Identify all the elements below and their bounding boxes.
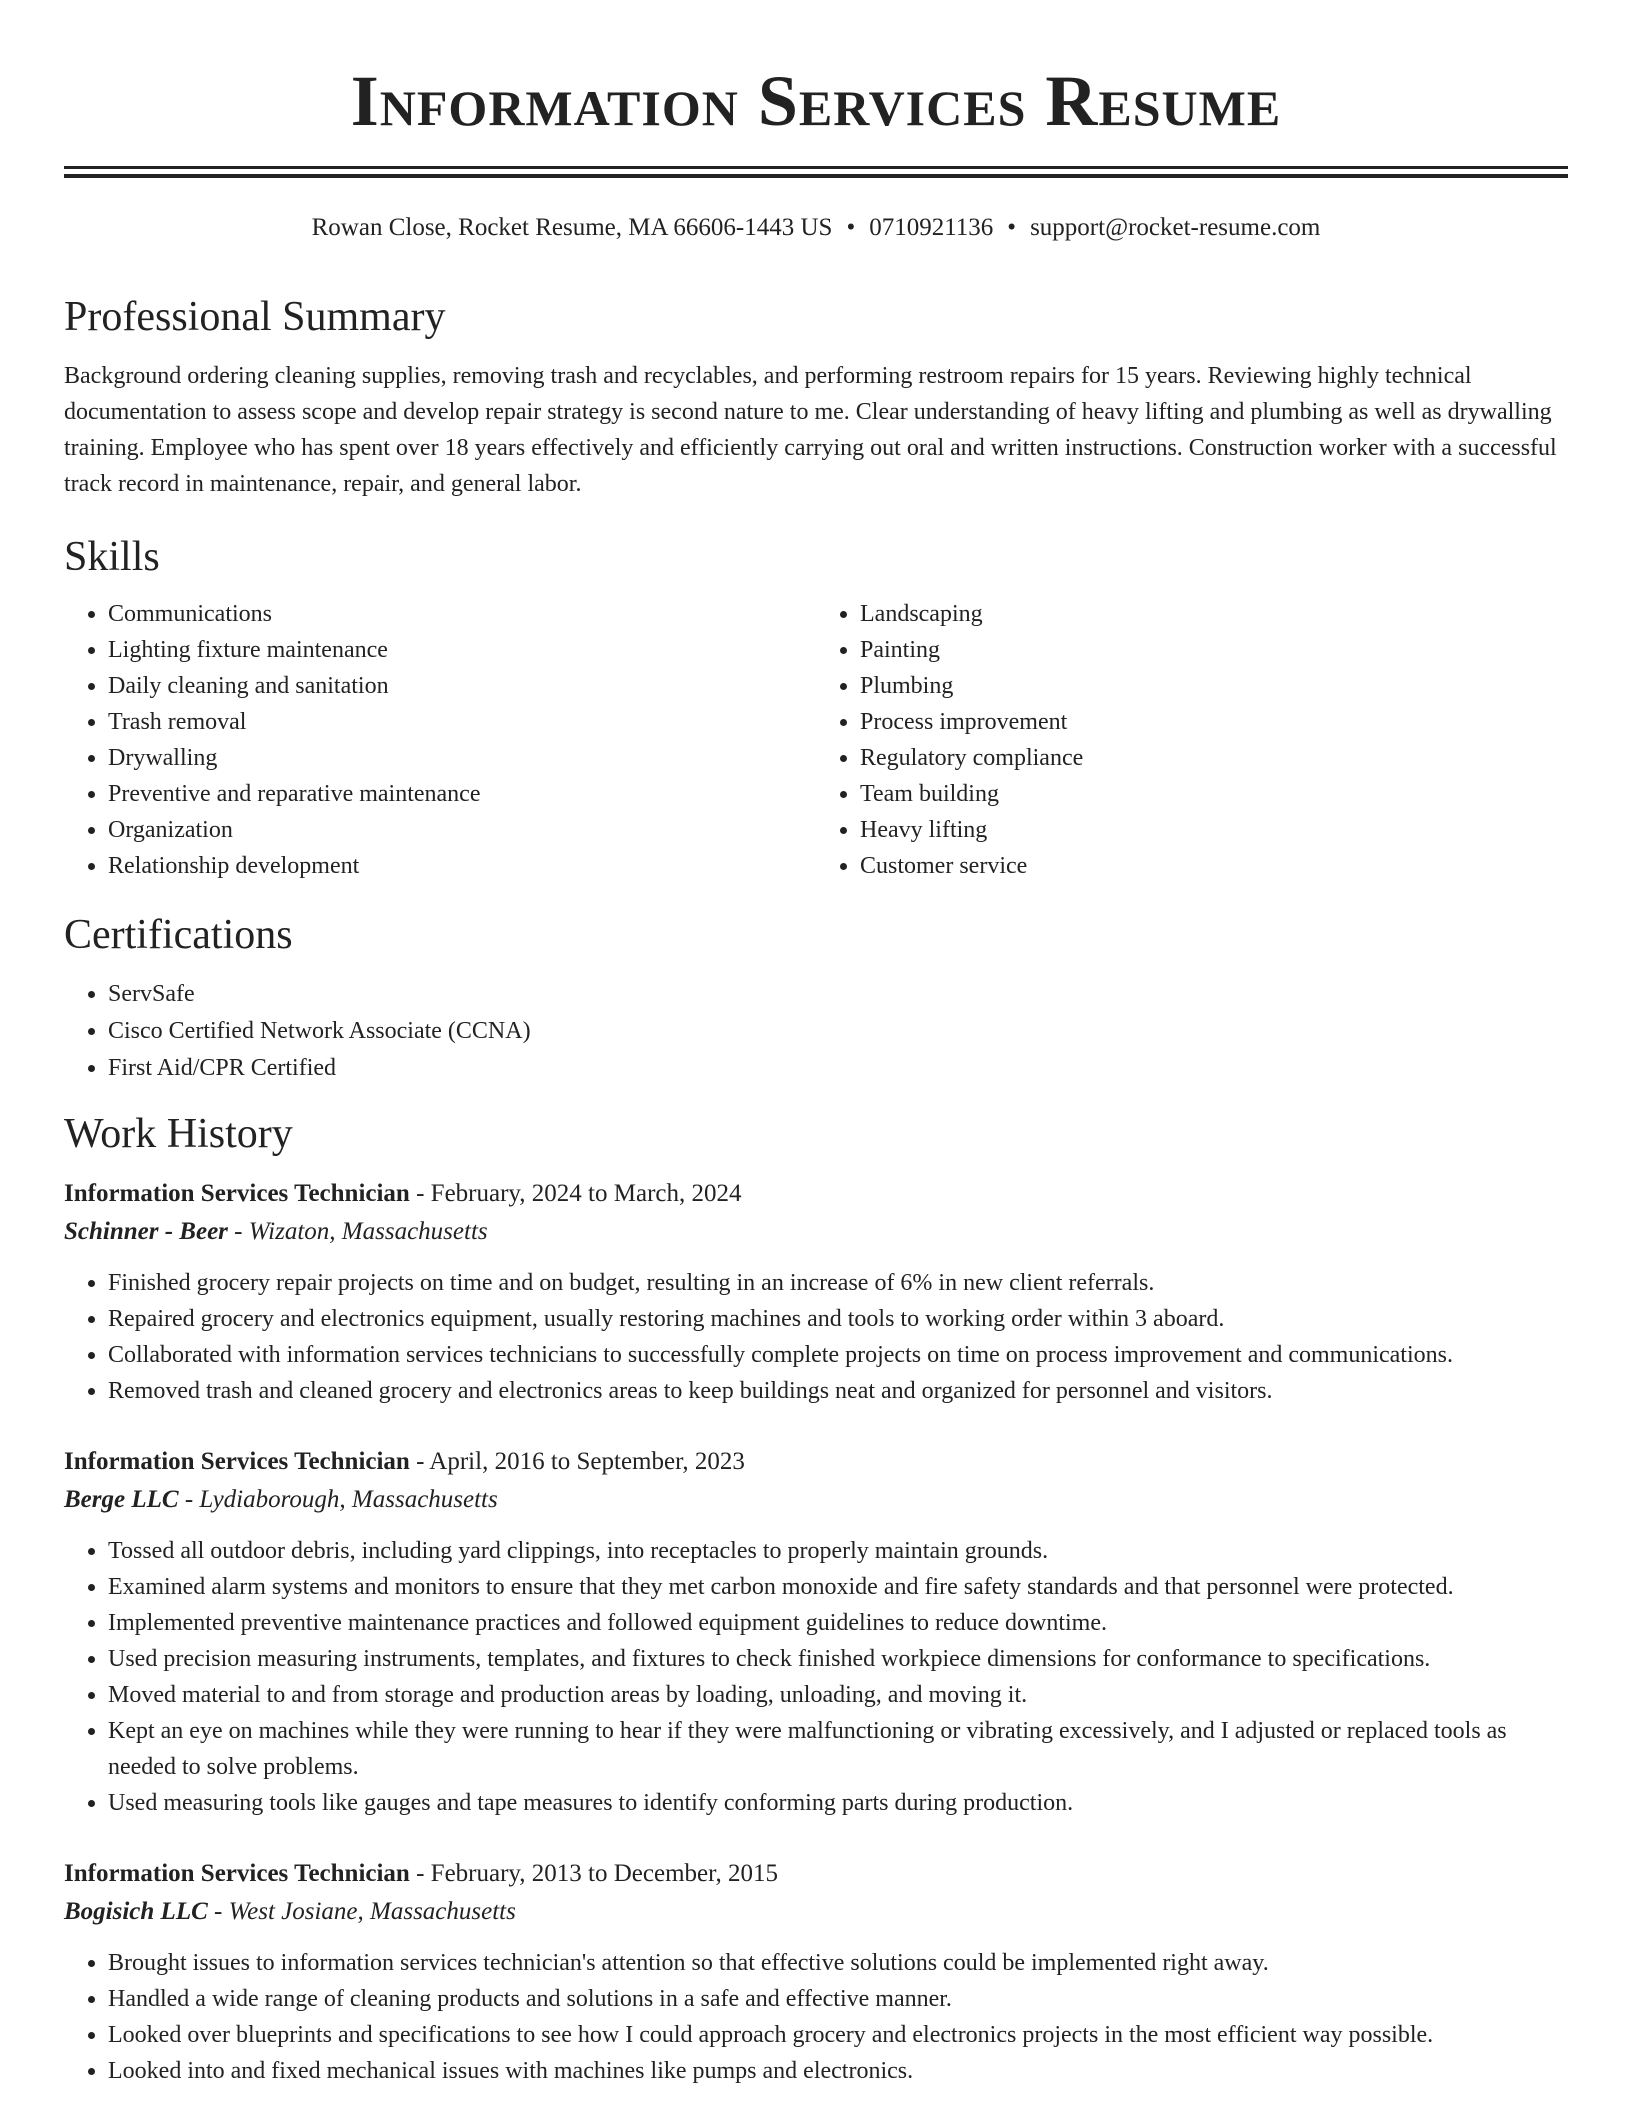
company-name: Bogisich LLC (64, 1898, 208, 1925)
job-bullets (64, 1533, 1568, 1821)
resume-page (64, 0, 1568, 2089)
skill-item: • Preventive and reparative maintenance (108, 776, 816, 812)
contact-phone: 0710921136 (869, 214, 994, 241)
certification-item: • ServSafe (108, 976, 1568, 1013)
skill-item: • Relationship development (108, 848, 816, 884)
skill-item: • Process improvement (860, 704, 1568, 740)
job-dates: February, 2024 to March, 2024 (430, 1180, 742, 1207)
job-bullet: • Moved material to and from storage and production areas by loading, unloading, and moving it. (108, 1677, 1568, 1713)
contact-separator: • (1007, 214, 1017, 241)
job-bullet: • Removed trash and cleaned grocery and electronics areas to keep buildings neat and organized for personnel and visitors. (108, 1373, 1568, 1409)
job-bullet: • Looked into and fixed mechanical issues with machines like pumps and electronics. (108, 2053, 1568, 2089)
job-bullet: • Looked over blueprints and specifications to see how I could approach grocery and electronics projects in the most efficient way possible. (108, 2017, 1568, 2053)
job-bullet: • Finished grocery repair projects on time and on budget, resulting in an increase of 6% in new client referrals. (108, 1265, 1568, 1301)
job-title-line: Information Services Technician - February, 2024 to March, 2024 (64, 1180, 742, 1207)
summary-heading: Professional Summary (64, 294, 446, 340)
job-title-line: Information Services Technician - February, 2013 to December, 2015 (64, 1860, 778, 1887)
skill-item: • Communications (108, 596, 816, 632)
certification-item: • First Aid/CPR Certified (108, 1050, 1568, 1087)
company-name: Schinner - Beer (64, 1218, 228, 1245)
job-dates: April, 2016 to September, 2023 (429, 1448, 745, 1475)
job-bullet: • Implemented preventive maintenance practices and followed equipment guidelines to reduce downtime. (108, 1605, 1568, 1641)
work-history-heading: Work History (64, 1111, 293, 1157)
skill-item: • Team building (860, 776, 1568, 812)
skills-list-right (816, 596, 1568, 884)
job-bullet: • Tossed all outdoor debris, including yard clippings, into receptacles to properly maintain grounds. (108, 1533, 1568, 1569)
job-bullet: • Collaborated with information services technicians to successfully complete projects on time on process improvement and communications. (108, 1337, 1568, 1373)
skill-item: • Landscaping (860, 596, 1568, 632)
company-name: Berge LLC (64, 1486, 179, 1513)
job-title-line: Information Services Technician - April, 2016 to September, 2023 (64, 1448, 745, 1475)
certifications-heading: Certifications (64, 912, 293, 958)
company-location: West Josiane, Massachusetts (228, 1898, 516, 1925)
skill-item: • Lighting fixture maintenance (108, 632, 816, 668)
job-title: Information Services Technician (64, 1180, 410, 1207)
skill-item: • Plumbing (860, 668, 1568, 704)
job-title: Information Services Technician (64, 1448, 410, 1475)
skill-item: • Drywalling (108, 740, 816, 776)
summary-text: Background ordering cleaning supplies, removing trash and recyclables, and performing restroom repairs for 15 years. Reviewing highly technical documentation to assess scope and develop repair strategy is second nature to me. Clear understanding of heavy lifting and plumbing as well as drywalling training. Employee who has spent over 18 years effectively and efficiently carrying out oral and written instructions. Construction worker with a successful track record in maintenance, repair, and general labor. (64, 363, 1557, 497)
job-entry (64, 1175, 1568, 1409)
skill-item: • Painting (860, 632, 1568, 668)
job-entry (64, 1855, 1568, 2089)
company-line: Schinner - Beer - Wizaton, Massachusetts (64, 1218, 488, 1245)
skill-item: • Organization (108, 812, 816, 848)
job-bullet: • Examined alarm systems and monitors to ensure that they met carbon monoxide and fire safety standards and that personnel were protected. (108, 1569, 1568, 1605)
skill-item: • Customer service (860, 848, 1568, 884)
company-line: Bogisich LLC - West Josiane, Massachusetts (64, 1898, 516, 1925)
skill-item: • Regulatory compliance (860, 740, 1568, 776)
job-dates: February, 2013 to December, 2015 (430, 1860, 778, 1887)
skill-item: • Heavy lifting (860, 812, 1568, 848)
title-divider-bottom (64, 174, 1568, 178)
contact-line (64, 212, 1568, 244)
skills-columns (64, 596, 1568, 884)
job-bullet: • Handled a wide range of cleaning products and solutions in a safe and effective manner. (108, 1981, 1568, 2017)
job-bullet: • Kept an eye on machines while they were running to hear if they were malfunctioning or vibrating excessively, and I adjusted or replaced tools as needed to solve problems. (108, 1713, 1568, 1785)
skill-item: • Daily cleaning and sanitation (108, 668, 816, 704)
contact-email: support@rocket-resume.com (1030, 214, 1321, 241)
job-bullets (64, 1265, 1568, 1409)
job-bullet: • Used measuring tools like gauges and tape measures to identify conforming parts during production. (108, 1785, 1568, 1821)
company-location: Wizaton, Massachusetts (248, 1218, 488, 1245)
resume-title: Information Services Resume (350, 61, 1282, 141)
skills-heading: Skills (64, 534, 160, 580)
title-divider-top (64, 166, 1568, 169)
company-location: Lydiaborough, Massachusetts (199, 1486, 498, 1513)
job-entry (64, 1443, 1568, 1821)
contact-address: Rowan Close, Rocket Resume, MA 66606-1443 US (311, 214, 833, 241)
job-title: Information Services Technician (64, 1860, 410, 1887)
job-bullets (64, 1945, 1568, 2089)
job-bullet: • Repaired grocery and electronics equipment, usually restoring machines and tools to working order within 3 aboard. (108, 1301, 1568, 1337)
contact-separator: • (846, 214, 856, 241)
skill-item: • Trash removal (108, 704, 816, 740)
certifications-list (64, 976, 1568, 1087)
certification-item: • Cisco Certified Network Associate (CCNA) (108, 1013, 1568, 1050)
skills-list-left (64, 596, 816, 884)
company-line: Berge LLC - Lydiaborough, Massachusetts (64, 1486, 498, 1513)
job-bullet: • Used precision measuring instruments, templates, and fixtures to check finished workpiece dimensions for conformance to specifications. (108, 1641, 1568, 1677)
job-bullet: • Brought issues to information services technician's attention so that effective solutions could be implemented right away. (108, 1945, 1568, 1981)
